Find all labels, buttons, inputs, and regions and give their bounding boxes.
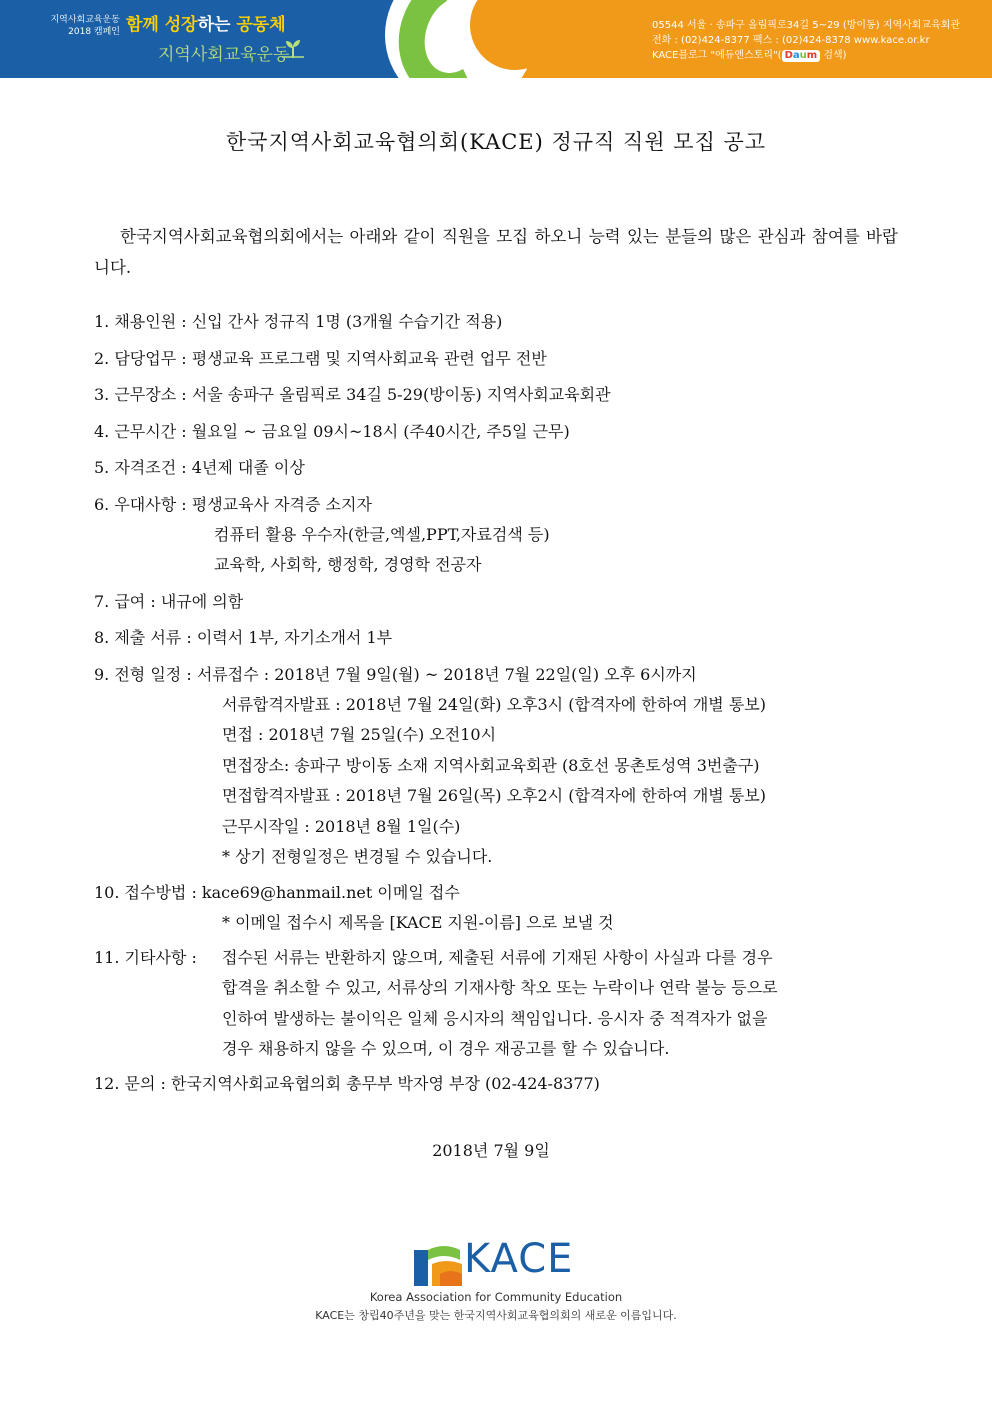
item-8-documents: 8. 제출 서류 : 이력서 1부, 자기소개서 1부 xyxy=(94,628,393,647)
item-9-interview: 면접 : 2018년 7월 25일(수) 오전10시 xyxy=(222,725,497,744)
campaign-slogan xyxy=(126,10,286,35)
item-9-interview-place: 면접장소: 송파구 방이동 소재 지역사회교육회관 (8호선 몽촌토성역 3번출구) xyxy=(222,755,760,775)
campaign-label xyxy=(40,14,120,38)
kace-logo-icon xyxy=(414,1244,466,1286)
item-7-salary: 7. 급여 : 내규에 의함 xyxy=(94,591,244,611)
recruitment-details xyxy=(94,308,914,1107)
item-12-contact: 12. 문의 : 한국지역사회교육협의회 총무부 박자영 부장 (02-424-8377) xyxy=(94,1074,600,1094)
item-6-sub-computer: 컴퓨터 활용 우수자(한글,엑셀,PPT,자료검색 등) xyxy=(214,524,550,544)
contact-phone: 전화 : (02)424-8377 팩스 : (02)424-8378 www.kace.or.kr xyxy=(652,35,930,46)
intro-text: 한국지역사회교육협의회에서는 아래와 같이 직원을 모집 하오니 능력 있는 분들의 많은 관심과 참여를 바랍니다. xyxy=(94,227,898,277)
item-6-sub-major: 교육학, 사회학, 행정학, 경영학 전공자 xyxy=(214,555,482,574)
item-10-text: 10. 접수방법 : kace69@hanmail.net 이메일 접수 xyxy=(94,882,460,902)
item-11-other xyxy=(94,944,914,1065)
header-banner xyxy=(0,0,992,78)
notice-date: 2018년 7월 9일 xyxy=(432,1141,550,1160)
kace-logo-text: KACE xyxy=(464,1236,574,1282)
intro-paragraph xyxy=(94,221,898,283)
campaign-subtitle: 지역사회교육운동 xyxy=(158,45,290,65)
item-9-note: * 상기 전형일정은 변경될 수 있습니다. xyxy=(222,847,493,866)
item-10-note: * 이메일 접수시 제목을 [KACE 지원-이름] 으로 보낼 것 xyxy=(222,912,614,932)
contact-blog xyxy=(652,48,960,63)
campaign-label-line1: 지역사회교육운동 xyxy=(50,15,120,25)
blog-prefix: KACE블로그 "에듀앤스토리"( xyxy=(652,50,782,61)
slogan-part-a: 함께 성장 xyxy=(126,15,198,35)
item-3-location: 3. 근무장소 : 서울 송파구 올림픽로 34길 5-29(방이동) 지역사회교육회관 xyxy=(94,385,611,404)
page-title: 한국지역사회교육협의회(KACE) 정규직 직원 모집 공고 xyxy=(225,130,767,154)
blog-suffix: 검색) xyxy=(820,50,847,61)
daum-letter-d: D xyxy=(784,50,793,61)
item-9-doc-result: 서류합격자발표 : 2018년 7월 24일(화) 오후3시 (합격자에 한하여 개별 통보) xyxy=(222,694,766,714)
item-10-application xyxy=(94,879,914,909)
daum-letter-u: u xyxy=(799,50,807,61)
slogan-part-b: 하는 xyxy=(197,15,237,35)
daum-letter-a: a xyxy=(792,50,800,61)
daum-letter-m: m xyxy=(806,50,818,61)
slogan-part-c: 공동체 xyxy=(236,15,286,35)
item-4-hours: 4. 근무시간 : 월요일 ~ 금요일 09시~18시 (주40시간, 주5일 근무) xyxy=(94,421,570,441)
item-5-qualification: 5. 자격조건 : 4년제 대졸 이상 xyxy=(94,458,305,477)
item-9-final-result: 면접합격자발표 : 2018년 7월 26일(목) 오후2시 (합격자에 한하여 개별 통보) xyxy=(222,786,766,805)
item-9-start-date: 근무시작일 : 2018년 8월 1일(수) xyxy=(222,816,461,836)
item-11-line-1: 접수된 서류는 반환하지 않으며, 제출된 서류에 기재된 사항이 사실과 다를 경우 xyxy=(222,948,773,967)
kace-english-name: Korea Association for Community Education xyxy=(369,1290,623,1304)
item-11-line-4: 경우 채용하지 않을 수 있으며, 이 경우 재공고를 할 수 있습니다. xyxy=(222,1038,670,1058)
item-11-line-3: 인하여 발생하는 불이익은 일체 응시자의 책임입니다. 응시자 중 적격자가 없을 xyxy=(222,1008,768,1028)
item-6-preferences: 6. 우대사항 : 평생교육사 자격증 소지자 xyxy=(94,494,372,514)
item-2-duties: 2. 담당업무 : 평생교육 프로그램 및 지역사회교육 관련 업무 전반 xyxy=(94,348,547,368)
sprout-icon xyxy=(282,38,304,58)
item-1-headcount: 1. 채용인원 : 신입 간사 정규직 1명 (3개월 수습기간 적용) xyxy=(94,312,503,331)
daum-logo-icon xyxy=(782,50,821,62)
item-9-schedule: 9. 전형 일정 : 서류접수 : 2018년 7월 9일(월) ~ 2018년 7월 22일(일) 오후 6시까지 xyxy=(94,664,697,684)
item-11-label: 11. 기타사항 : xyxy=(94,948,197,967)
campaign-label-line2: 2018 캠페인 xyxy=(68,27,120,37)
contact-address: 05544 서울 · 송파구 올림픽로34길 5~29 (방이동) 지역사회교육회관 xyxy=(652,20,961,31)
contact-info xyxy=(652,18,960,63)
kace-name-note: KACE는 창립40주년을 맞는 한국지역사회교육협의회의 새로운 이름입니다. xyxy=(315,1309,677,1322)
item-11-body xyxy=(94,944,898,1065)
item-11-line-2: 합격을 취소할 수 있고, 서류상의 기재사항 착오 또는 누락이나 연락 불능 등으로 xyxy=(222,978,778,998)
